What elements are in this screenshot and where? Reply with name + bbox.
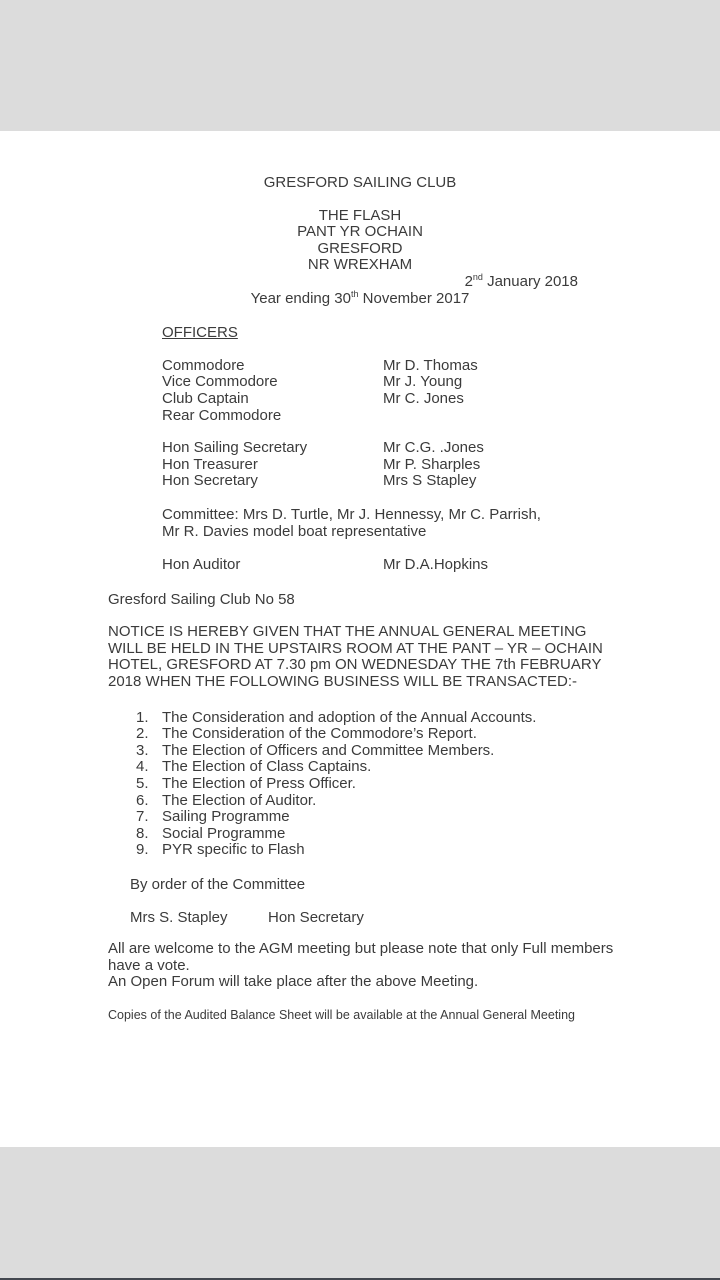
agenda-item-number: 8. — [136, 824, 149, 842]
agenda-item — [136, 726, 720, 743]
agenda-item — [136, 776, 720, 793]
date-ordinal-superscript: nd — [472, 271, 483, 282]
signature-row — [130, 910, 720, 927]
signature-name: Mrs S. Stapley — [130, 908, 228, 926]
agenda-item-number: 9. — [136, 841, 149, 859]
auditor-row — [162, 557, 720, 574]
agenda-item-number: 4. — [136, 758, 149, 776]
address-block — [0, 208, 720, 274]
year-ending-line — [0, 288, 720, 308]
officer-row — [162, 473, 720, 490]
agm-notice-paragraph — [108, 624, 720, 690]
officers-group-1 — [162, 358, 720, 424]
agenda-item-number: 7. — [136, 808, 149, 826]
committee-block — [162, 507, 720, 540]
agenda-item — [136, 793, 720, 810]
agenda-item-number: 6. — [136, 791, 149, 809]
agenda-item — [136, 743, 720, 760]
agenda-item-text: The Election of Auditor. — [162, 791, 317, 809]
agenda-item-text: The Consideration of the Commodore’s Report. — [162, 725, 477, 743]
agenda-item — [136, 826, 720, 843]
document-page — [0, 131, 720, 1147]
agenda-item — [136, 710, 720, 727]
officer-row — [162, 457, 720, 474]
welcome-paragraph — [108, 941, 720, 991]
by-order-line: By order of the Committee — [130, 876, 306, 893]
agenda-item — [136, 759, 720, 776]
address-line: NR WREXHAM — [307, 256, 413, 274]
agenda-list — [136, 710, 720, 859]
officer-row — [162, 391, 720, 408]
officer-row — [162, 440, 720, 457]
officer-name: Mrs S Stapley — [383, 472, 477, 490]
officer-role: Club Captain — [162, 389, 249, 407]
agenda-item-number: 1. — [136, 708, 149, 726]
balance-sheet-footnote: Copies of the Audited Balance Sheet will be available at the Annual General Meeting — [108, 1007, 575, 1022]
officers-group-2 — [162, 440, 720, 490]
date-rest: January 2018 — [482, 272, 578, 290]
agenda-item — [136, 842, 720, 859]
club-number-line: Gresford Sailing Club No 58 — [108, 590, 295, 608]
notice-line: HOTEL, GRESFORD AT 7.30 pm ON WEDNESDAY THE 7th FEBRUARY — [108, 656, 602, 674]
agenda-item — [136, 809, 720, 826]
address-line: PANT YR OCHAIN — [297, 223, 423, 241]
officer-role: Hon Treasurer — [162, 455, 258, 473]
notice-line: 2018 WHEN THE FOLLOWING BUSINESS WILL BE TRANSACTED:- — [108, 673, 577, 691]
agenda-item-text: Social Programme — [162, 824, 286, 842]
officer-row — [162, 358, 720, 375]
officer-name: Mr C. Jones — [383, 389, 464, 407]
agenda-item-number: 2. — [136, 725, 149, 743]
officer-row — [162, 374, 720, 391]
officers-heading: OFFICERS — [162, 324, 238, 342]
agenda-item-number: 3. — [136, 741, 149, 759]
officer-role: Hon Sailing Secretary — [162, 439, 308, 457]
agenda-item-text: The Election of Press Officer. — [162, 775, 356, 793]
officer-role: Hon Secretary — [162, 472, 258, 490]
agenda-item-text: Sailing Programme — [162, 808, 290, 826]
signature-role: Hon Secretary — [268, 908, 364, 926]
officer-row — [162, 408, 720, 425]
officer-role: Commodore — [162, 356, 245, 374]
officer-role: Rear Commodore — [162, 406, 282, 424]
committee-line: Committee: Mrs D. Turtle, Mr J. Hennessy, Mr C. Parrish, — [162, 505, 541, 523]
agenda-item-text: PYR specific to Flash — [162, 841, 305, 859]
officer-role: Vice Commodore — [162, 373, 278, 391]
welcome-line: All are welcome to the AGM meeting but please note that only Full members — [108, 940, 614, 958]
agenda-item-text: The Consideration and adoption of the Annual Accounts. — [162, 708, 537, 726]
officer-name: Mr P. Sharples — [383, 455, 481, 473]
address-line: GRESFORD — [317, 239, 403, 257]
welcome-line: An Open Forum will take place after the above Meeting. — [108, 973, 479, 991]
notice-line: NOTICE IS HEREBY GIVEN THAT THE ANNUAL GENERAL MEETING — [108, 623, 587, 641]
officer-name: Mr C.G. .Jones — [383, 439, 484, 457]
officer-name: Mr J. Young — [383, 373, 463, 391]
officer-role: Hon Auditor — [162, 556, 241, 574]
officer-name: Mr D.A.Hopkins — [383, 556, 489, 574]
letter-date — [0, 271, 720, 291]
club-title: GRESFORD SAILING CLUB — [263, 174, 457, 191]
year-ending-prefix: Year ending 30 — [250, 289, 351, 307]
year-ending-rest: November 2017 — [358, 289, 470, 307]
agenda-item-text: The Election of Officers and Committee Members. — [162, 741, 495, 759]
welcome-line: have a vote. — [108, 956, 190, 974]
notice-line: WILL BE HELD IN THE UPSTAIRS ROOM AT THE PANT – YR – OCHAIN — [108, 639, 603, 657]
officer-name: Mr D. Thomas — [383, 356, 478, 374]
date-day: 2 — [464, 272, 473, 290]
committee-line: Mr R. Davies model boat representative — [162, 522, 427, 540]
agenda-item-number: 5. — [136, 775, 149, 793]
agenda-item-text: The Election of Class Captains. — [162, 758, 372, 776]
year-ordinal-superscript: th — [350, 288, 359, 299]
address-line: THE FLASH — [318, 206, 402, 224]
